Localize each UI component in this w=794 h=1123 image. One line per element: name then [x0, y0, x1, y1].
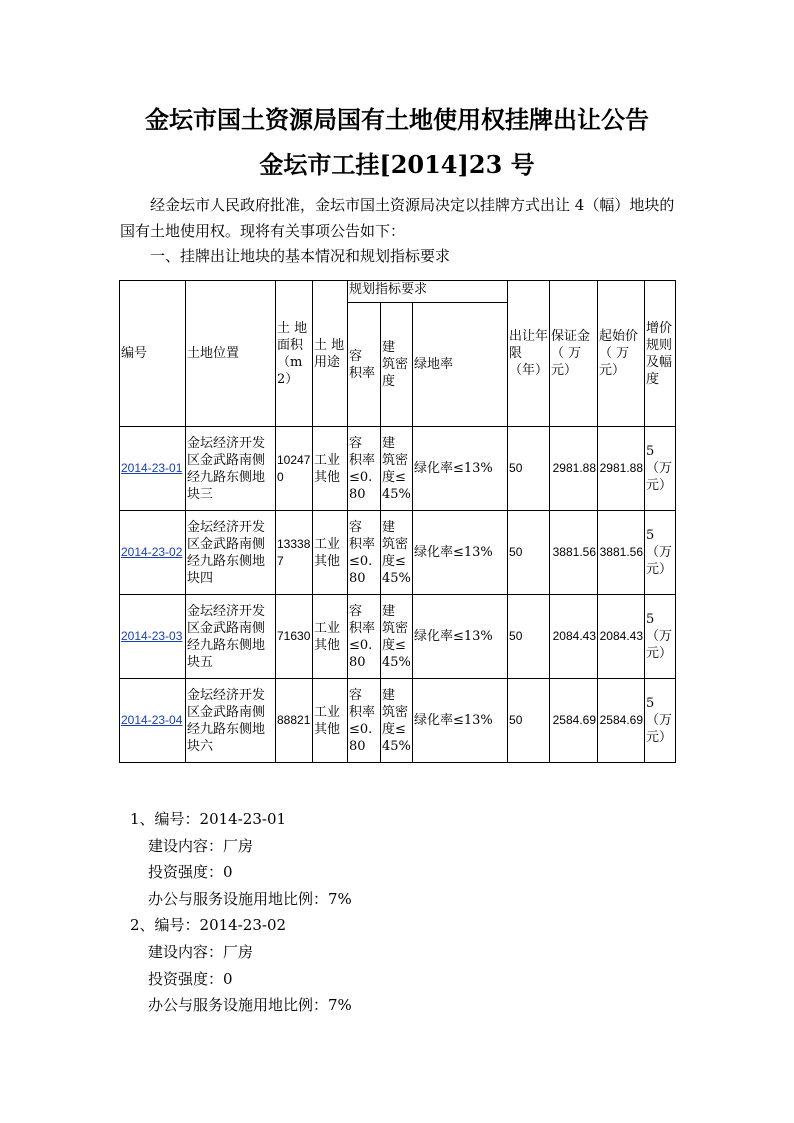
- parcel-id-link[interactable]: 2014-23-03: [120, 595, 186, 679]
- header-green: 绿地率: [413, 303, 508, 427]
- section-heading: 一、挂牌出让地块的基本情况和规划指标要求: [150, 247, 451, 265]
- item-2-ratio: 办公与服务设施用地比例：7%: [148, 996, 352, 1015]
- parcel-density: 建 筑密 度≤45%: [381, 595, 413, 679]
- parcel-increment: 5（万元）: [645, 679, 676, 763]
- parcel-id-link[interactable]: 2014-23-01: [120, 427, 186, 511]
- header-plan-group: 规划指标要求: [348, 281, 508, 303]
- parcel-density: 建 筑密 度≤45%: [381, 511, 413, 595]
- parcel-density: 建 筑密 度≤45%: [381, 679, 413, 763]
- parcel-deposit: 2584.69: [550, 679, 598, 763]
- table-row: [120, 679, 676, 763]
- header-start-price: 起始价（ 万元）: [598, 281, 645, 427]
- item-2-heading: 2、编号：2014-23-02: [130, 916, 287, 935]
- parcel-details-list: [130, 806, 352, 1019]
- parcel-use: 工业其他: [313, 427, 348, 511]
- table-row: [120, 595, 676, 679]
- parcel-deposit: 3881.56: [550, 511, 598, 595]
- item-2-content: 建设内容：厂房: [148, 942, 254, 961]
- item-1-heading: 1、编号：2014-23-01: [130, 810, 287, 828]
- parcel-start-price: 2084.43: [598, 595, 645, 679]
- parcel-far: 容 积率≤0.80: [348, 511, 381, 595]
- announcement-title: 金坛市国土资源局国有土地使用权挂牌出让公告: [145, 105, 649, 134]
- parcel-green: 绿化率≤13%: [413, 511, 508, 595]
- intro-paragraph: 经金坛市人民政府批准，金坛市国土资源局决定以挂牌方式出让 4（幅）地块的国有土地使用权。现将有关事项公告如下：: [120, 196, 675, 240]
- parcel-start-price: 3881.56: [598, 511, 645, 595]
- parcel-density: 建 筑密 度≤45%: [381, 427, 413, 511]
- parcel-far: 容 积率≤0.80: [348, 427, 381, 511]
- parcel-far: 容 积率≤0.80: [348, 679, 381, 763]
- parcel-far: 容 积率≤0.80: [348, 595, 381, 679]
- parcel-green: 绿化率≤13%: [413, 679, 508, 763]
- parcel-id-link[interactable]: 2014-23-04: [120, 679, 186, 763]
- parcel-increment: 5（万元）: [645, 427, 676, 511]
- parcel-increment: 5（万元）: [645, 595, 676, 679]
- item-1-content: 建设内容：厂房: [148, 836, 254, 855]
- table-row: [120, 427, 676, 511]
- parcel-location: 金坛经济开发区金武路南侧经九路东侧地块四: [186, 511, 276, 595]
- parcel-location: 金坛经济开发区金武路南侧经九路东侧地块六: [186, 679, 276, 763]
- parcel-green: 绿化率≤13%: [413, 595, 508, 679]
- header-increment: 增价规则及幅度: [645, 281, 676, 427]
- parcel-area: 102470: [276, 427, 313, 511]
- header-id: 编号: [120, 281, 186, 427]
- parcel-area: 88821: [276, 679, 313, 763]
- header-use: 土 地用途: [313, 281, 348, 427]
- header-location: 土地位置: [186, 281, 276, 427]
- parcel-years: 50: [508, 679, 550, 763]
- item-2-intensity: 投资强度：0: [148, 969, 233, 988]
- header-density: 建 筑密度: [381, 303, 413, 427]
- parcel-years: 50: [508, 511, 550, 595]
- parcel-location: 金坛经济开发区金武路南侧经九路东侧地块三: [186, 427, 276, 511]
- parcel-location: 金坛经济开发区金武路南侧经九路东侧地块五: [186, 595, 276, 679]
- announcement-number: 金坛市工挂[2014]23 号: [259, 150, 535, 179]
- item-1-intensity: 投资强度：0: [148, 863, 233, 882]
- parcel-id-link[interactable]: 2014-23-02: [120, 511, 186, 595]
- parcel-table: [119, 280, 676, 763]
- parcel-green: 绿化率≤13%: [413, 427, 508, 511]
- parcel-use: 工业其他: [313, 511, 348, 595]
- parcel-area: 71630: [276, 595, 313, 679]
- parcel-increment: 5（万元）: [645, 511, 676, 595]
- parcel-use: 工业其他: [313, 679, 348, 763]
- parcel-deposit: 2981.88: [550, 427, 598, 511]
- parcel-deposit: 2084.43: [550, 595, 598, 679]
- parcel-start-price: 2981.88: [598, 427, 645, 511]
- item-1-ratio: 办公与服务设施用地比例：7%: [148, 889, 352, 908]
- header-years: 出让年限（年）: [508, 281, 550, 427]
- parcel-years: 50: [508, 595, 550, 679]
- header-far: 容 积率: [348, 303, 381, 427]
- parcel-use: 工业其他: [313, 595, 348, 679]
- header-area: 土 地 面积（m2）: [276, 281, 313, 427]
- parcel-area: 133387: [276, 511, 313, 595]
- parcel-start-price: 2584.69: [598, 679, 645, 763]
- parcel-years: 50: [508, 427, 550, 511]
- table-row: [120, 511, 676, 595]
- header-deposit: 保证金（ 万元）: [550, 281, 598, 427]
